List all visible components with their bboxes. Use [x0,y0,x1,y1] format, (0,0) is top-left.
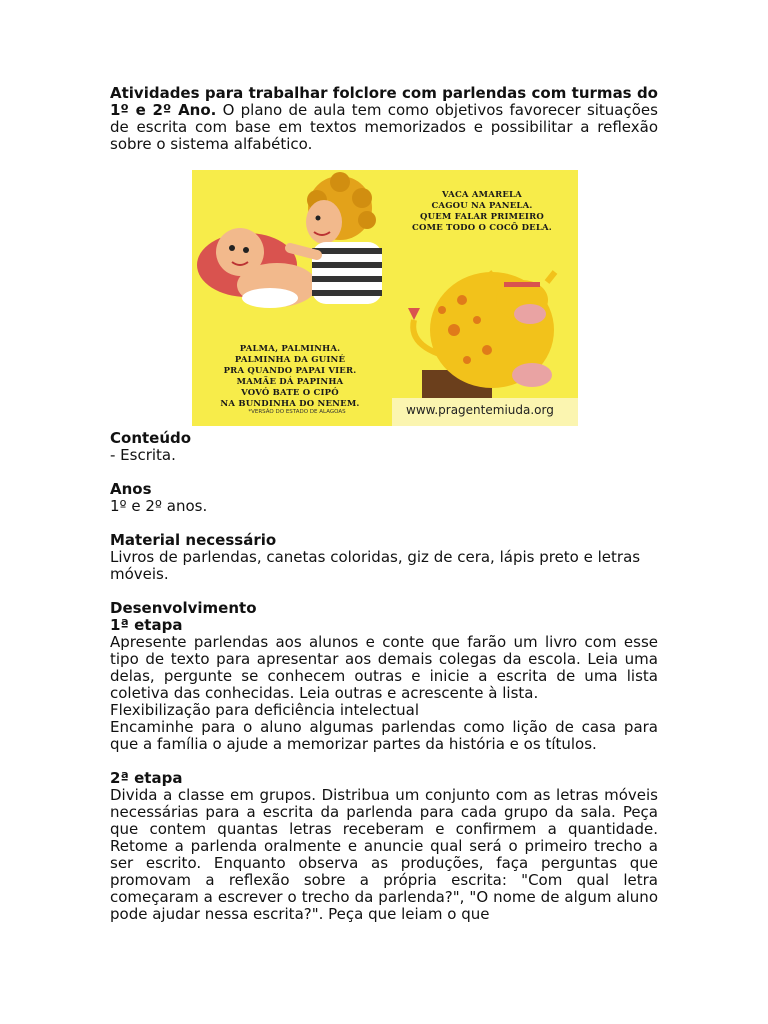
flex-heading: Flexibilização para deficiência intelectual [110,701,420,719]
baby-head [216,228,264,276]
heading-etapa2: 2ª etapa [110,769,183,787]
version-note: *VERSÃO DO ESTADO DE ALAGOAS [248,409,346,415]
intro-title: Atividades para trabalhar folclore com parlendas com turmas do 1º e 2º Ano. [110,84,658,119]
heading-etapa1: 1ª etapa [110,616,183,634]
heading-anos: Anos [110,480,152,498]
heading-material: Material necessário [110,531,277,549]
anos-line: 1º e 2º anos. [110,497,208,515]
mother-face [306,200,342,244]
conteudo-line: - Escrita. [110,446,176,464]
heading-desenvolvimento: Desenvolvimento [110,599,257,617]
cow-snout [514,304,546,324]
cow-udder [512,363,552,387]
etapa1-text: Apresente parlendas aos alunos e conte que farão um livro com esse tipo de texto para apresentar aos demais colegas da escola. Leia uma delas, pergunte se conhecem outras e inicie a escrita de uma lista coletiva das conhecidas. Leia outras e acrescente à lista. [110,633,658,702]
intro-paragraph [110,85,658,153]
heading-conteudo: Conteúdo [110,429,192,447]
rhyme-vaca-amarela: VACA AMARELA CAGOU NA PANELA. QUEM FALAR PRIMEIRO COME TODO O COCÔ DELA. [412,190,552,233]
rhyme-palma-palminha: PALMA, PALMINHA. PALMINHA DA GUINÉ PRA QUANDO PAPAI VIER. MAMÃE DÁ PAPINHA VOVÓ BATE O CIPÓ NA BUNDINHA DO NENEM. [220,344,360,409]
intro-text: O plano de aula tem como objetivos favorecer situações de escrita com base em textos memorizados e possibilitar a reflexão sobre o sistema alfabético. [110,101,658,153]
diaper-shape [242,288,298,308]
body-sections [110,430,658,923]
parlenda-illustration [192,170,578,426]
flex-text: Encaminhe para o aluno algumas parlendas como lição de casa para que a família o ajude a memorizar partes da história e os títulos. [110,718,658,753]
material-text: Livros de parlendas, canetas coloridas, giz de cera, lápis preto e letras móveis. [110,548,641,583]
site-watermark: www.pragentemiuda.org [406,403,554,417]
etapa2-text: Divida a classe em grupos. Distribua um conjunto com as letras móveis necessárias para a escrita da parlenda para cada grupo da sala. Peça que contem quantas letras receberam e confirmem a quantidade. Retome a parlenda oralmente e anuncie qual será o primeiro trecho a ser escrito. Enquanto observa as produções, faça perguntas que promovam a reflexão sobre a própria escrita: "Com qual letra começaram a escrever o trecho da parlenda?", "O nome de algum aluno pode ajudar nessa escrita?". Peça que leiam o que [110,786,658,923]
